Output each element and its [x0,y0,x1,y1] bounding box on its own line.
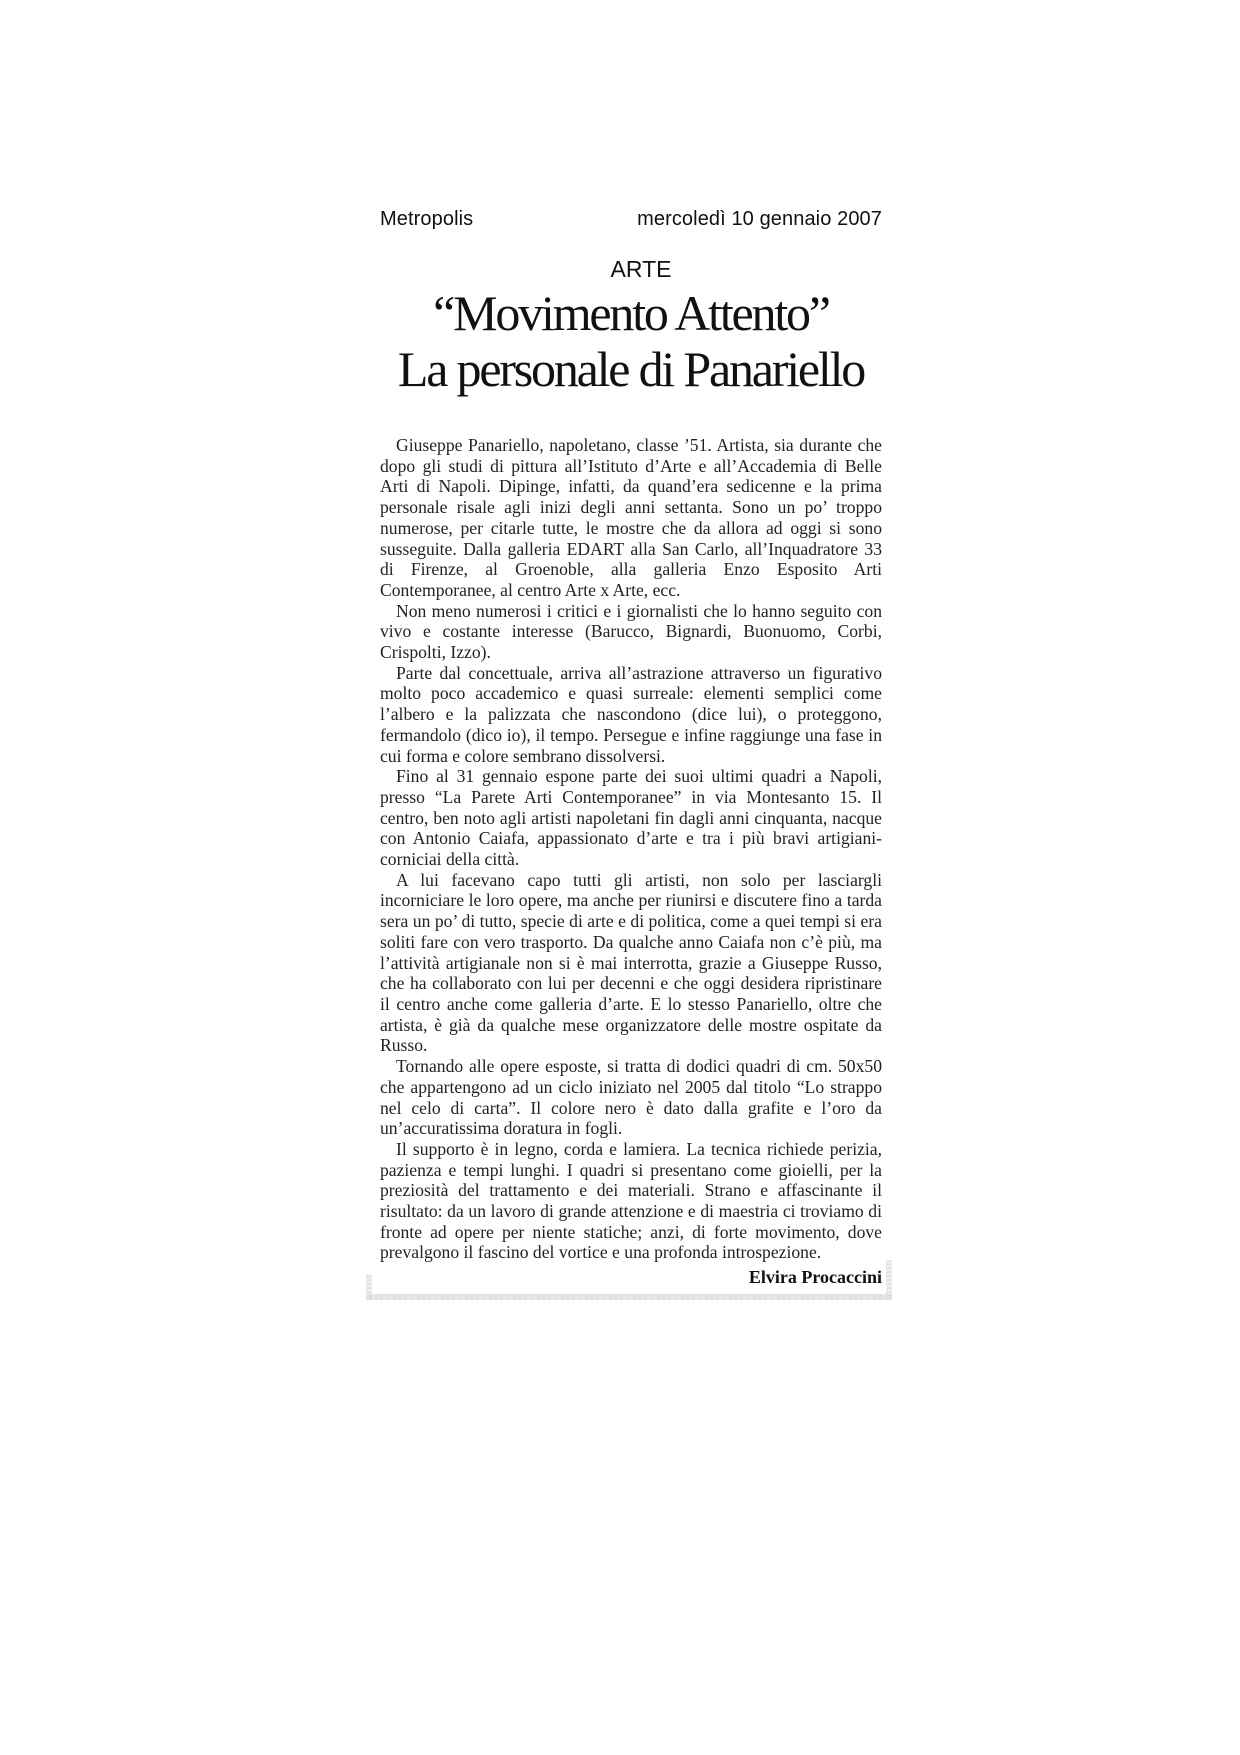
article-paragraph-6: Tornando alle opere esposte, si tratta di dodici quadri di cm. 50x50 che appartengono ad un ciclo iniziato nel 2005 dal titolo “Lo strappo nel celo di carta”. Il colore nero è dato dalla grafite e l’oro da un’accuratissima doratura in fogli. [380,1056,882,1139]
article-paragraph-1: Giuseppe Panariello, napoletano, classe ’51. Artista, sia durante che dopo gli studi di pittura all’Istituto d’Arte e all’Accademia di Belle Arti di Napoli. Dipinge, infatti, da quand’era sedicenne e la prima personale risale agli inizi degli anni settanta. Sono un po’ troppo numerose, per citarle tutte, le mostre che da allora ad oggi si sono susseguite. Dalla galleria EDART alla San Carlo, all’Inquadratore 33 di Firenze, al Groenoble, alla galleria Enzo Esposito Arti Contemporanee, al centro Arte x Arte, ecc. [380,435,882,600]
publication-date: mercoledì 10 gennaio 2007 [637,208,882,230]
article-paragraph-2: Non meno numerosi i critici e i giornalisti che lo hanno seguito con vivo e costante interesse (Barucco, Bignardi, Buonuomo, Corbi, Crispolti, Izzo). [380,600,882,663]
newspaper-name: Metropolis [380,208,474,230]
masthead [380,208,882,231]
article-body [380,435,882,1263]
article-paragraph-7: Il supporto è in legno, corda e lamiera. La tecnica richiede perizia, pazienza e tempi lunghi. I quadri si presentano come gioielli, per la preziosità del trattamento e dei materiali. Strano e affascinante il risultato: da un lavoro di grande attenzione e di maestria ci troviamo di fronte ad opere per niente statiche; anzi, di forte movimento, dove prevalgono il fascino del vortice e una profonda introspezione. [380,1138,882,1263]
article-headline [380,285,882,397]
headline-line-1: “Movimento Attento” [433,285,829,341]
author-signature: Elvira Procaccini [748,1267,882,1288]
article-paragraph-4: Fino al 31 gennaio espone parte dei suoi ultimi quadri a Napoli, presso “La Parete Arti Contemporanee” in via Montesanto 15. Il centro, ben noto agli artisti napoletani fin dagli anni cinquanta, nacque con Antonio Caiafa, appassionato d’arte e tra i più bravi artigiani-corniciai della città. [380,766,882,870]
section-label: ARTE [610,256,672,282]
article-paragraph-5: A lui facevano capo tutti gli artisti, non solo per lasciargli incorniciare le loro opere, ma anche per riunirsi e discutere fino a tarda sera un po’ di tutto, specie di arte e di politica, come a quei tempi si era soliti fare con vero trasporto. Da qualche anno Caiafa non c’è più, ma l’attività artigianale non si è mai interrotta, grazie a Giuseppe Russo, che ha collaborato con lui per decenni e che oggi desidera ripristinare il centro anche come galleria d’arte. E lo stesso Panariello, oltre che artista, è già da qualche mese organizzatore delle mostre ospitate da Russo. [380,869,882,1056]
newspaper-clipping [380,208,882,1294]
byline [380,1267,882,1294]
headline-line-2: La personale di Panariello [397,341,865,397]
scan-edge-bottom [366,1294,892,1300]
article-paragraph-3: Parte dal concettuale, arriva all’astrazione attraverso un figurativo molto poco accademico e quasi surreale: elementi semplici come l’albero e la palizzata che nascondono (dice lui), o proteggono, fermandolo (dico io), il tempo. Persegue e infine raggiunge una fase in cui forma e colore sembrano dissolversi. [380,662,882,766]
